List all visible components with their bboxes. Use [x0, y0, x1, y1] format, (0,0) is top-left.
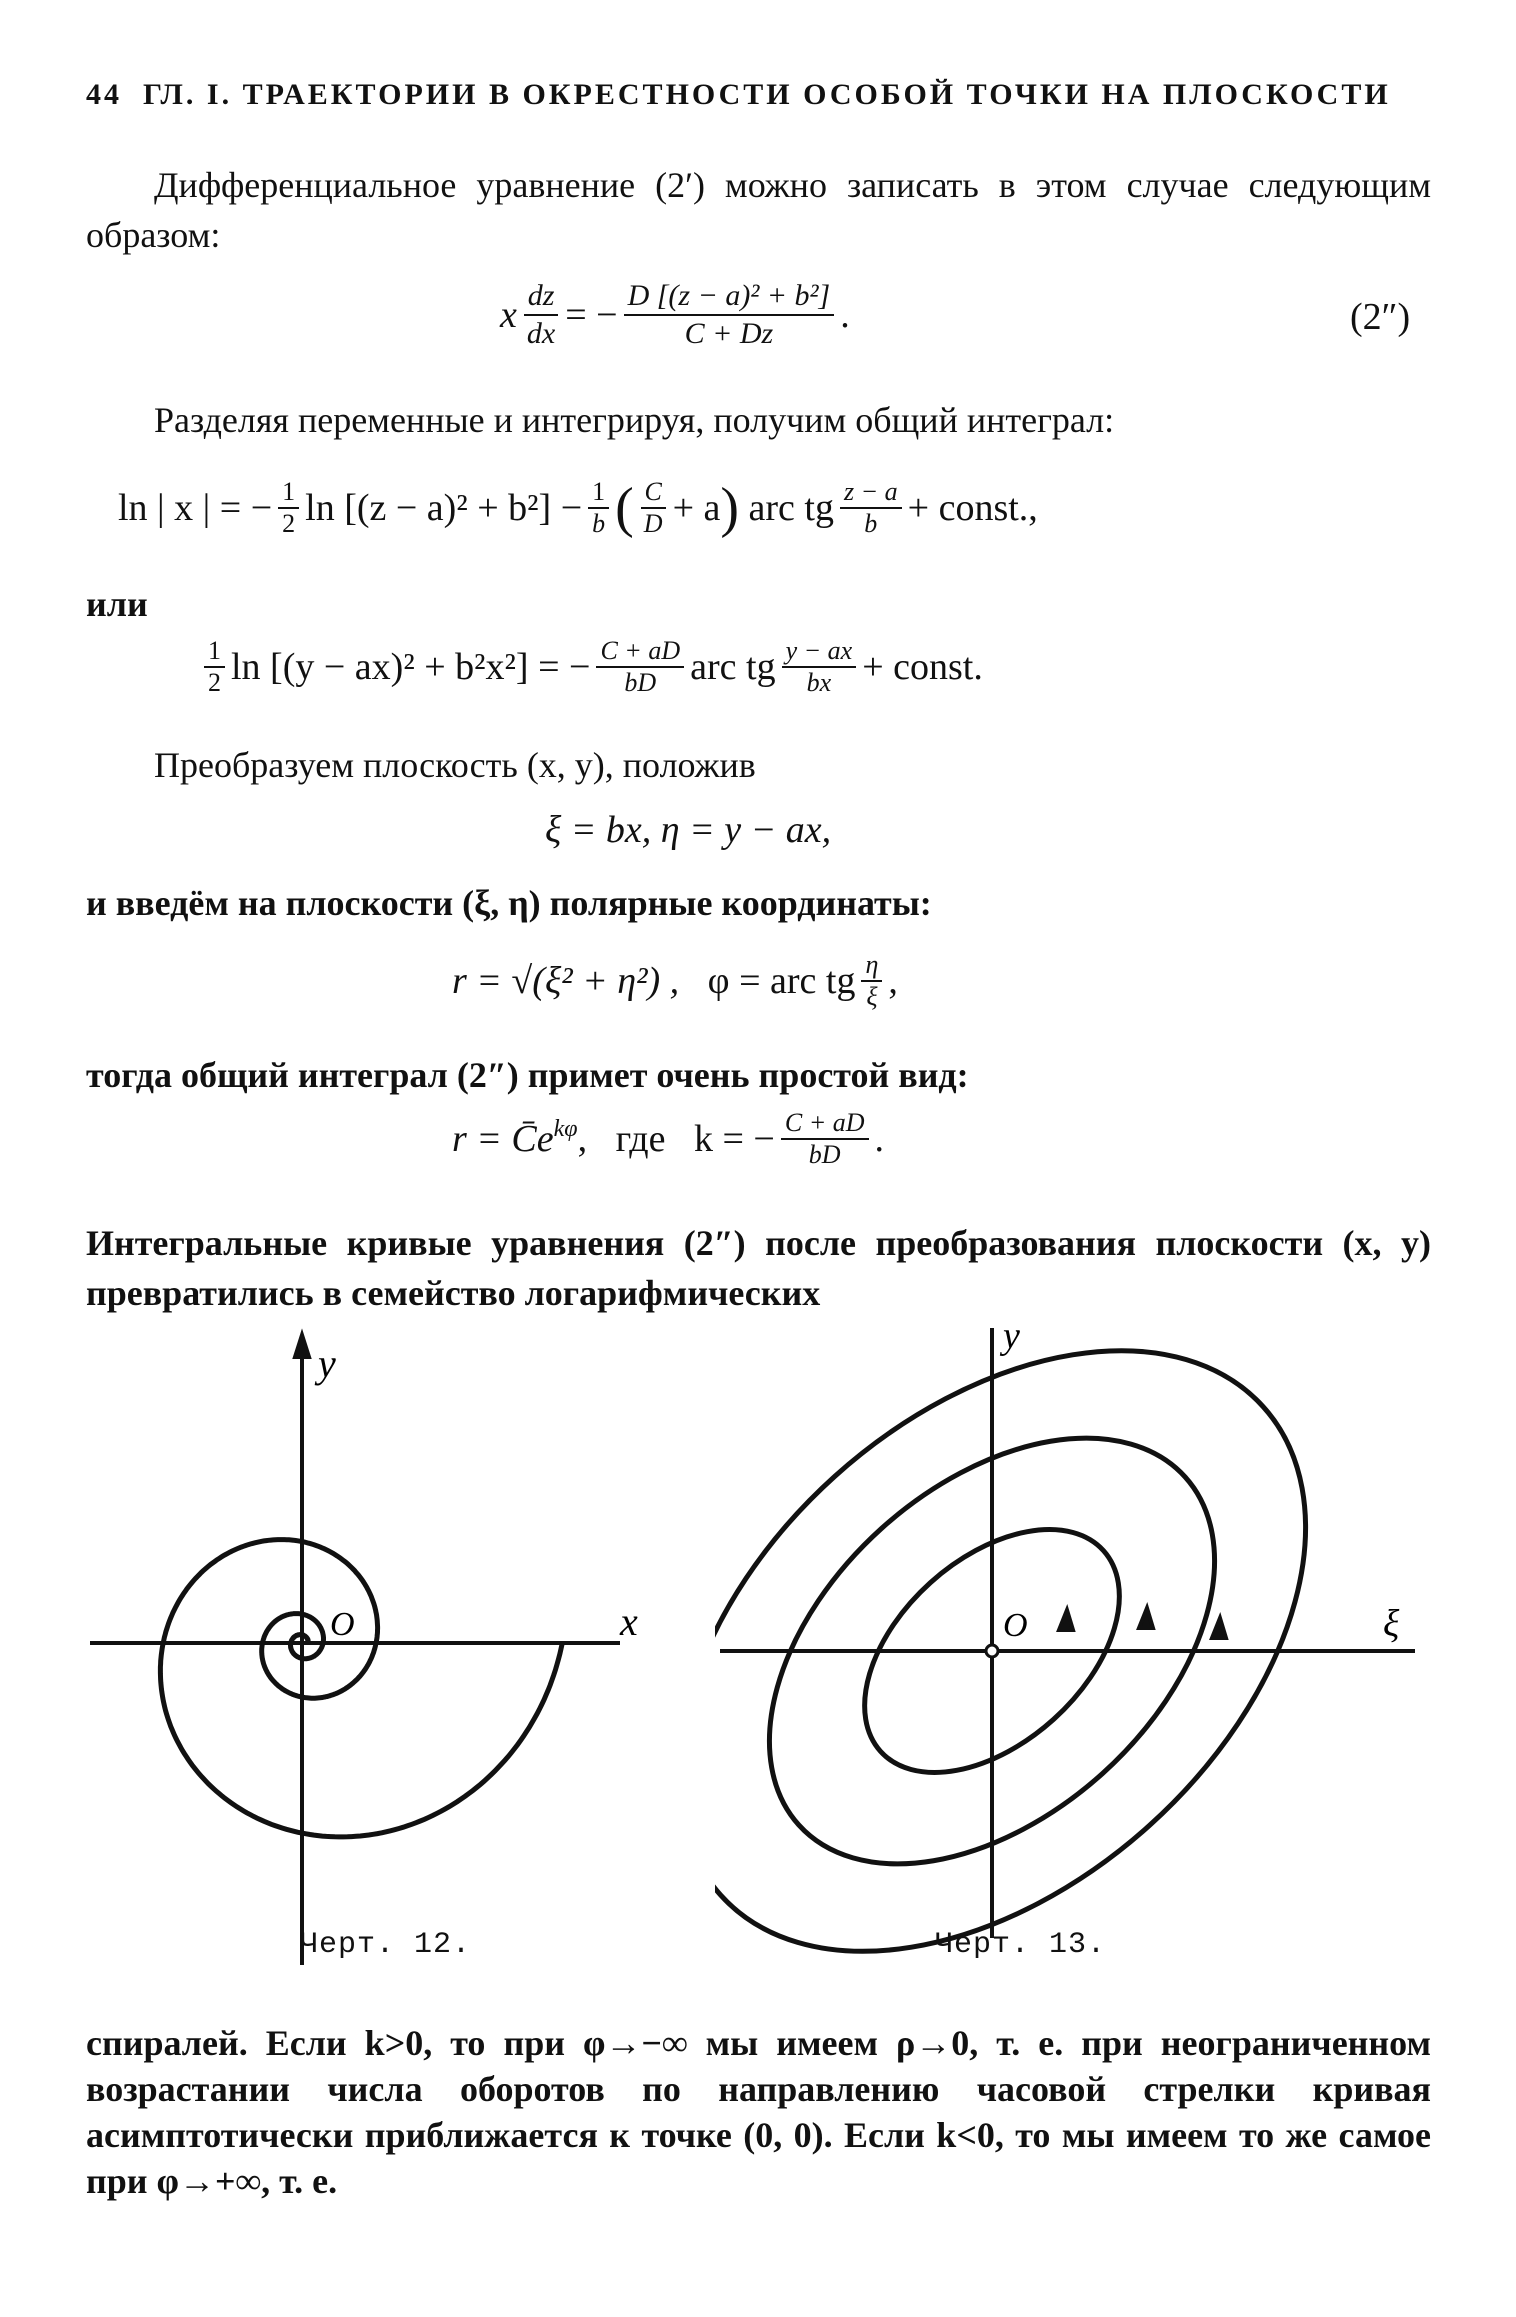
- figure-12-spiral: [80, 1325, 680, 1965]
- fraction-denominator: bx: [806, 668, 832, 697]
- fraction: [278, 477, 299, 539]
- equation-polar: [452, 950, 898, 1012]
- equation-simple: [452, 1108, 884, 1170]
- paragraph-6: Интегральные кривые уравнения (2″) после преобразования плоскости (x, y) превратились в семейство логарифмических: [86, 1223, 1431, 1313]
- figure-12-caption: Черт. 12.: [300, 1928, 472, 1962]
- fraction-denominator: 2: [208, 668, 221, 697]
- page-number: 44: [86, 78, 122, 111]
- axis-label-y: y: [318, 1341, 336, 1386]
- paragraph-2: Разделяя переменные и интегрируя, получим общий интеграл:: [154, 400, 1115, 440]
- fraction-numerator: C + aD: [596, 636, 684, 668]
- fraction-denominator: dx: [526, 317, 556, 350]
- fraction: [624, 278, 835, 352]
- origin-point: [986, 1645, 998, 1657]
- fraction-numerator: 1: [204, 636, 225, 668]
- eq-term: + a: [672, 487, 721, 529]
- origin-label: O: [1003, 1607, 1028, 1644]
- paragraph-3: Преобразуем плоскость (x, y), положив: [154, 745, 756, 785]
- fraction-numerator: y − ax: [782, 636, 857, 668]
- eq-paren: ): [720, 477, 740, 539]
- eq-term: φ = arc tg: [707, 960, 856, 1002]
- eq-term: ln | x | = −: [118, 487, 273, 529]
- equation-2pp: [500, 278, 850, 352]
- fraction-numerator: 1: [588, 477, 609, 509]
- eq-term: + const.,: [907, 487, 1038, 529]
- paragraph-5: тогда общий интеграл (2″) примет очень простой вид:: [86, 1055, 969, 1095]
- running-head: [86, 78, 1431, 112]
- fraction-denominator: bD: [624, 668, 657, 697]
- y-axis-arrow-icon: [295, 1335, 309, 1357]
- fraction: [781, 1108, 869, 1170]
- fraction: [523, 278, 559, 352]
- paragraph-1: Дифференциальное уравнение (2′) можно записать в этом случае следующим образом:: [86, 165, 1431, 255]
- fraction-denominator: b: [592, 509, 606, 538]
- fraction: [861, 950, 882, 1012]
- figure-13-ellipses: [715, 1318, 1435, 1958]
- equation-number: (2″): [1350, 296, 1411, 338]
- eq-term: ln [(z − a)² + b²] −: [305, 487, 583, 529]
- equation-substitution: ξ = bx, η = y − ax,: [545, 809, 832, 851]
- fraction: [840, 477, 902, 539]
- eq-term: r = √(ξ² + η²) ,: [452, 960, 680, 1002]
- word-or: или: [86, 584, 148, 624]
- fraction-denominator: bD: [808, 1140, 841, 1169]
- eq-operator: = −: [565, 294, 618, 336]
- spiral-curve: [160, 1540, 562, 1837]
- fraction-denominator: 2: [282, 509, 296, 538]
- fraction-numerator: η: [861, 950, 882, 982]
- fraction-denominator: b: [864, 509, 878, 538]
- eq-punctuation: .: [840, 294, 850, 336]
- fraction-numerator: 1: [278, 477, 299, 509]
- eq-punctuation: ,: [888, 960, 898, 1002]
- figure-13-caption: Черт. 13.: [935, 1928, 1107, 1962]
- fraction-numerator: D [(z − a)² + b²]: [624, 278, 835, 316]
- arrow-icon: [1139, 1608, 1153, 1628]
- fraction-numerator: C + aD: [781, 1108, 869, 1140]
- fraction: [640, 477, 667, 539]
- origin-label: O: [330, 1606, 355, 1643]
- fraction-denominator: D: [643, 509, 663, 538]
- fraction-denominator: ξ: [866, 982, 878, 1011]
- fraction-numerator: dz: [524, 278, 559, 316]
- eq-term: arc tg: [748, 487, 834, 529]
- fraction-numerator: z − a: [840, 477, 902, 509]
- eq-term: , где k = −: [577, 1118, 775, 1160]
- paragraph-4: и введём на плоскости (ξ, η) полярные координаты:: [86, 883, 932, 923]
- fraction: [782, 636, 857, 698]
- eq-term: arc tg: [690, 646, 776, 688]
- eq-term: r = C̄e: [452, 1118, 554, 1160]
- arrow-icon: [1059, 1610, 1073, 1630]
- fraction-numerator: C: [641, 477, 666, 509]
- eq-paren: (: [615, 477, 634, 539]
- eq-term: ln [(y − ax)² + b²x²] = −: [231, 646, 591, 688]
- fraction: [588, 477, 609, 539]
- paragraph-7: спиралей. Если k>0, то при φ→−∞ мы имеем ρ→0, т. е. при неограниченном возрастании числа оборотов по направлению часовой стрелки кривая асимптотически приближается к точке (0, 0). Если k<0, то мы имеем то же самое при φ→+∞, т. е.: [86, 2023, 1431, 2201]
- eq-symbol: x: [500, 294, 517, 336]
- fraction-denominator: C + Dz: [684, 317, 774, 350]
- equation-integral-1: [118, 476, 1038, 540]
- fraction: [204, 636, 225, 698]
- arrow-icon: [1212, 1618, 1226, 1638]
- running-title: ГЛ. I. ТРАЕКТОРИИ В ОКРЕСТНОСТИ ОСОБОЙ ТОЧКИ НА ПЛОСКОСТИ: [143, 78, 1391, 111]
- eq-term: + const.: [862, 646, 983, 688]
- axis-label-x: x: [620, 1599, 638, 1644]
- ellipse-outer: [715, 1318, 1420, 1958]
- axis-label-y: y: [1003, 1318, 1020, 1357]
- fraction: [596, 636, 684, 698]
- eq-punctuation: .: [874, 1118, 885, 1160]
- equation-integral-2: [198, 636, 983, 698]
- axis-label-xi: ξ: [1383, 1603, 1400, 1645]
- eq-exponent: kφ: [553, 1115, 578, 1142]
